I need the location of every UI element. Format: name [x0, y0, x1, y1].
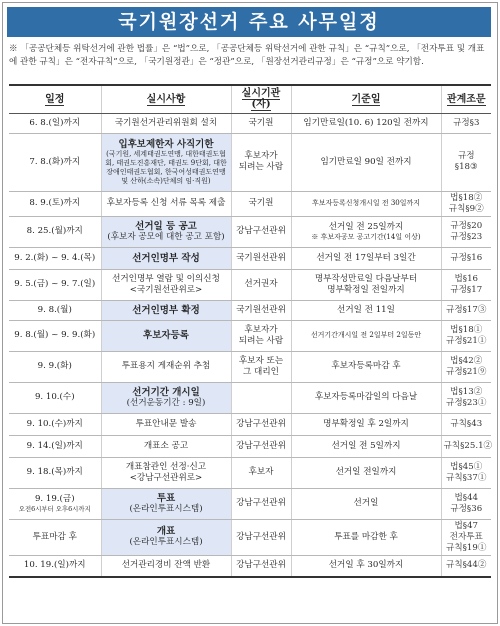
- cell-agency: 국기원: [231, 113, 291, 133]
- cell-date: 9. 8.(월) ~ 9. 9.(화): [9, 320, 101, 351]
- cell-date: 9. 9.(화): [9, 351, 101, 382]
- cell-base-date: 투표를 마감한 후: [291, 519, 441, 555]
- table-row: [9, 351, 491, 382]
- cell-task: 후보자등록: [101, 320, 231, 351]
- cell-base-date: 후보자등록신청개시일 전 30일까지: [291, 191, 441, 216]
- table-row: [9, 555, 491, 577]
- header-task: 실시사항: [101, 85, 231, 113]
- cell-base-date: 후보자등록마감일의 다음날: [291, 382, 441, 413]
- cell-law: 규정§20 규정§23: [441, 216, 491, 247]
- cell-task: 개표소 공고: [101, 435, 231, 457]
- cell-base-date: 선거일: [291, 488, 441, 519]
- cell-task: 입후보제한자 사직기한 (국기원, 세계태권도연맹, 대한태권도협회, 태권도진흥재단, 태권도 9단회, 대한장애인태권도협회, 한국여성태권도연맹 및 산하(소속)단체의 임·직원): [101, 133, 231, 191]
- cell-law: 법§47 전자투표 규칙§19①: [441, 519, 491, 555]
- header-law: 관계조문: [441, 85, 491, 113]
- cell-agency: 국기원선관위: [231, 247, 291, 269]
- cell-task: 선거인명부 작성: [101, 247, 231, 269]
- cell-task: 선거인명부 열람 및 이의신청 <국기원선관위로>: [101, 269, 231, 300]
- cell-date: 8. 9.(토)까지: [9, 191, 101, 216]
- cell-base-date: 명부작성만료일 다음날부터 명부확정일 전일까지: [291, 269, 441, 300]
- cell-task: 투표 (온라인투표시스템): [101, 488, 231, 519]
- cell-law: 법§18① 규정§21①: [441, 320, 491, 351]
- cell-law: 규정 §18③: [441, 133, 491, 191]
- cell-base-date: 후보자등록마감 후: [291, 351, 441, 382]
- table-row: [9, 113, 491, 133]
- cell-base-date: 선거일 전 25일까지 ※ 후보자공모 공고기간(14일 이상): [291, 216, 441, 247]
- cell-law: 법§13② 규정§23①: [441, 382, 491, 413]
- cell-task: 국기원선거관리위원회 설치: [101, 113, 231, 133]
- cell-task: 투표용지 게재순위 추첨: [101, 351, 231, 382]
- cell-date: 10. 19.(일)까지: [9, 555, 101, 577]
- cell-law: 규칙§25.1②: [441, 435, 491, 457]
- table-row: [9, 413, 491, 435]
- cell-base-date: 임기만료일 90일 전까지: [291, 133, 441, 191]
- cell-date: 9. 14.(일)까지: [9, 435, 101, 457]
- cell-date: 9. 5.(금) ~ 9. 7.(일): [9, 269, 101, 300]
- cell-date: 8. 25.(월)까지: [9, 216, 101, 247]
- table-header-row: [9, 85, 491, 113]
- cell-date: 투표마감 후: [9, 519, 101, 555]
- cell-date: 6. 8.(일)까지: [9, 113, 101, 133]
- cell-task: 선거관리경비 잔액 반환: [101, 555, 231, 577]
- table-row: [9, 300, 491, 320]
- cell-agency: 강남구선관위: [231, 555, 291, 577]
- page-title: 국기원장선거 주요 사무일정: [7, 7, 491, 37]
- cell-agency: 강남구선관위: [231, 216, 291, 247]
- cell-law: 법§42② 규정§21⑨: [441, 351, 491, 382]
- cell-agency: 강남구선관위: [231, 413, 291, 435]
- cell-agency: 강남구선관위: [231, 488, 291, 519]
- cell-task: 개표참관인 선정·신고 <강남구선관위로>: [101, 457, 231, 488]
- table-row: [9, 191, 491, 216]
- cell-agency: 후보자가 되려는 사람: [231, 133, 291, 191]
- cell-agency: 국기원: [231, 191, 291, 216]
- table-row: [9, 382, 491, 413]
- cell-base-date: 선거일 후 30일까지: [291, 555, 441, 577]
- cell-task: 개표 (온라인투표시스템): [101, 519, 231, 555]
- cell-law: 법§45① 규칙§37①: [441, 457, 491, 488]
- schedule-table: [9, 84, 491, 578]
- table-row: [9, 488, 491, 519]
- table-row: [9, 216, 491, 247]
- cell-base-date: 선거일 전 5일까지: [291, 435, 441, 457]
- cell-law: 규정§17③: [441, 300, 491, 320]
- header-base-date: 기준일: [291, 85, 441, 113]
- abbreviation-note: ※ 「공공단체등 위탁선거에 관한 법률」은 “법”으로, 「공공단체등 위탁선거에 관한 규칙」은 “규칙”으로, 「전자투표 및 개표에 관한 규칙」은 “전자규칙”으로, 「국기원정관」은 “정관”으로, 「원장선거관리규정」은 “규정”으로 약기함.: [9, 44, 485, 67]
- table-row: [9, 247, 491, 269]
- cell-date: 9. 8.(월): [9, 300, 101, 320]
- table-row: [9, 269, 491, 300]
- cell-agency: 후보자 또는 그 대리인: [231, 351, 291, 382]
- cell-date: 9. 18.(목)까지: [9, 457, 101, 488]
- cell-base-date: 선거일 전일까지: [291, 457, 441, 488]
- cell-law: 규칙§43: [441, 413, 491, 435]
- cell-date: 9. 2.(화) ~ 9. 4.(목): [9, 247, 101, 269]
- cell-base-date: 선거기간개시일 전 2일부터 2일동안: [291, 320, 441, 351]
- cell-task: 선거인명부 확정: [101, 300, 231, 320]
- cell-date: 9. 10.(수)까지: [9, 413, 101, 435]
- table-row: [9, 133, 491, 191]
- cell-agency: [231, 382, 291, 413]
- cell-base-date: 선거일 전 17일부터 3일간: [291, 247, 441, 269]
- cell-law: 규정§16: [441, 247, 491, 269]
- cell-base-date: 선거일 전 11일: [291, 300, 441, 320]
- header-agency: 실시기관(자): [231, 85, 291, 113]
- cell-agency: 국기원선관위: [231, 300, 291, 320]
- cell-task: 후보자등록 신청 서류 목록 제출: [101, 191, 231, 216]
- cell-agency: 후보자가 되려는 사람: [231, 320, 291, 351]
- cell-task: 선거기간 개시일 (선거운동기간 : 9일): [101, 382, 231, 413]
- cell-law: 법§44 규정§36: [441, 488, 491, 519]
- cell-law: 법§16 규정§17: [441, 269, 491, 300]
- table-row: [9, 320, 491, 351]
- cell-date: 9. 19.(금) 오전6시부터 오후6시까지: [9, 488, 101, 519]
- cell-law: 법§18② 규칙§9②: [441, 191, 491, 216]
- cell-agency: 강남구선관위: [231, 519, 291, 555]
- cell-agency: 강남구선관위: [231, 435, 291, 457]
- cell-agency: 선거권자: [231, 269, 291, 300]
- cell-task: 선거일 등 공고 (후보자 공모에 대한 공고 포함): [101, 216, 231, 247]
- header-date: 일정: [9, 85, 101, 113]
- cell-law: 규정§3: [441, 113, 491, 133]
- cell-agency: 후보자: [231, 457, 291, 488]
- table-row: [9, 457, 491, 488]
- table-row: [9, 519, 491, 555]
- cell-date: 9. 10.(수): [9, 382, 101, 413]
- cell-task: 투표안내문 발송: [101, 413, 231, 435]
- cell-base-date: 명부확정일 후 2일까지: [291, 413, 441, 435]
- cell-law: 규칙§44②: [441, 555, 491, 577]
- cell-date: 7. 8.(화)까지: [9, 133, 101, 191]
- table-row: [9, 435, 491, 457]
- cell-base-date: 임기만료일(10. 6) 120일 전까지: [291, 113, 441, 133]
